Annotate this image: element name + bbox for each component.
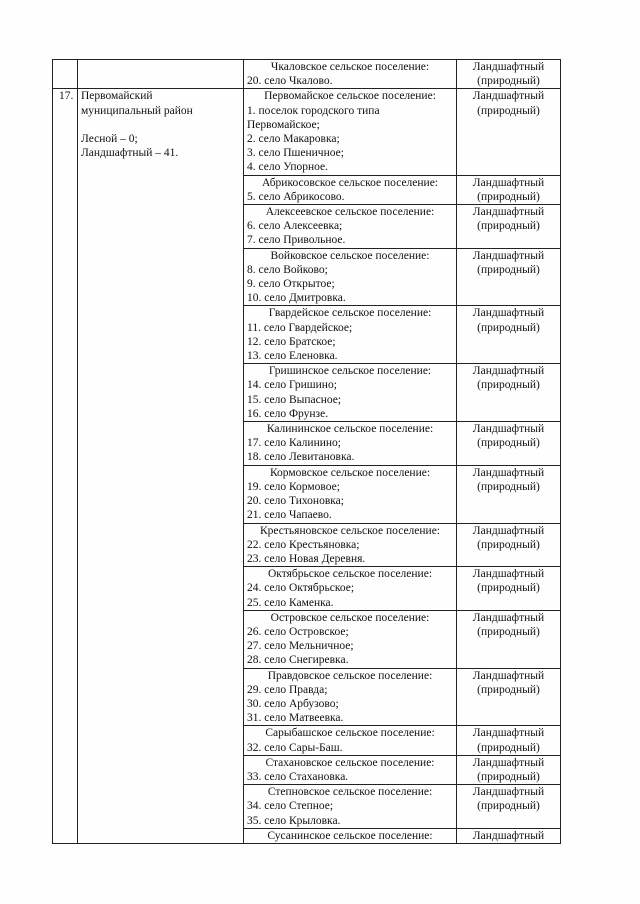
village-item: 3. село Пшеничное; [247,147,344,160]
landscape-type-cell [457,828,561,843]
landscape-type-line: (природный) [477,770,540,783]
row-number-cell: 17. [53,89,78,844]
landscape-type-line: Ландшафтный [472,61,545,73]
settlement-cell [244,567,457,611]
settlement-cell [244,523,457,567]
settlement-cell [244,248,457,306]
settlement-header: Чкаловское сельское поселение: [270,61,430,73]
landscape-type-line: Ландшафтный [472,249,545,262]
village-item: 32. село Сары-Баш. [247,741,343,754]
village-item: 13. село Еленовка. [247,350,338,363]
village-item: 9. село Открытое; [247,278,335,291]
village-item: 14. село Гришино; [247,379,337,392]
village-item: 17. село Калинино; [247,437,341,450]
settlement-cell [244,610,457,668]
settlement-header: Алексеевское сельское поселение: [265,206,435,219]
landscape-type-line: Ландшафтный [472,786,545,799]
village-item: 27. село Мельничное; [247,640,354,653]
landscape-type-line: (природный) [477,582,540,595]
landscape-type-line: (природный) [477,220,540,233]
landscape-type-cell [457,422,561,466]
settlement-header: Островское сельское поселение: [270,611,430,624]
village-item: 21. село Чапаево. [247,509,332,522]
settlement-header: Кормовское сельское поселение: [269,466,431,479]
settlement-header: Калининское сельское поселение: [266,423,434,436]
settlement-header: Октябрьское сельское поселение: [267,568,433,581]
village-item: 8. село Войково; [247,263,328,276]
district-cell [78,89,244,844]
settlement-cell [244,89,457,175]
landscape-type-cell [457,785,561,829]
settlement-cell [244,364,457,422]
village-item: 34. село Степное; [247,800,334,813]
settlement-cell [244,422,457,466]
settlement-cell [244,306,457,364]
landscape-type-line: Ландшафтный [472,756,545,769]
landscape-type-line: (природный) [477,741,540,754]
village-item: 18. село Левитановка. [247,451,355,464]
landscape-type-line: Ландшафтный [472,90,545,103]
landscape-type-cell [457,668,561,726]
village-item: 15. село Выпасное; [247,393,342,406]
village-item: 29. село Правда; [247,683,328,696]
settlements-table [52,59,561,844]
landscape-type-line: Ландшафтный [472,176,545,189]
settlement-header: Правдовское сельское поселение: [267,669,433,682]
district-cell [78,60,244,89]
village-item: 16. село Фрунзе. [247,407,329,420]
village-item: 35. село Крыловка. [247,814,341,827]
settlement-header: Степновское сельское поселение: [267,786,433,799]
settlement-cell [244,175,457,204]
landscape-type-line: Ландшафтный [472,423,545,436]
landscape-type-line: (природный) [477,190,540,203]
landscape-type-line: Ландшафтный [472,524,545,537]
village-item: 12. село Братское; [247,335,336,348]
district-line [81,118,240,132]
village-item: 6. село Алексеевка; [247,220,343,233]
landscape-type-line: (природный) [477,263,540,276]
village-item: 1. поселок городского типа [247,104,380,117]
landscape-type-line: Ландшафтный [472,568,545,581]
landscape-type-line: (природный) [477,538,540,551]
village-item: 5. село Абрикосово. [247,190,345,203]
landscape-type-line: (природный) [477,800,540,813]
landscape-type-line: (природный) [477,683,540,696]
village-item: 19. село Кормовое; [247,480,340,493]
village-item: 23. село Новая Деревня. [247,552,366,565]
village-item: 2. село Макаровка; [247,133,340,146]
landscape-type-line: Ландшафтный [472,307,545,320]
landscape-type-line: (природный) [477,104,540,117]
landscape-type-line: Ландшафтный [472,206,545,219]
district-line: Ландшафтный – 41. [81,147,179,160]
village-item: 26. село Островское; [247,625,349,638]
village-item: 33. село Стахановка. [247,770,349,783]
district-line: муниципальный район [81,104,193,117]
table-row [53,89,561,175]
landscape-type-cell [457,567,561,611]
landscape-type-cell [457,523,561,567]
village-item: Первомайское; [247,118,320,131]
village-item: 24. село Октябрьское; [247,582,355,595]
landscape-type-cell [457,465,561,523]
settlement-header: Абрикосовское сельское поселение: [261,176,438,189]
table-row [53,60,561,89]
row-number-cell [53,60,78,89]
landscape-type-line: (природный) [477,379,540,392]
landscape-type-line: Ландшафтный [472,669,545,682]
landscape-type-cell [457,755,561,784]
settlement-header: Стахановское сельское поселение: [265,756,435,769]
village-item: 30. село Арбузово; [247,697,339,710]
settlement-header: Крестьяновское сельское поселение: [259,524,441,537]
landscape-type-cell [457,364,561,422]
village-item: 31. село Матвеевка. [247,712,344,725]
landscape-type-line: (природный) [477,321,540,334]
village-item: 25. село Каменка. [247,596,334,609]
village-item: 7. село Привольное. [247,234,346,247]
village-item: 20. село Чкалово. [247,75,333,88]
landscape-type-cell [457,726,561,755]
settlement-cell [244,60,457,89]
village-item: 20. село Тихоновка; [247,495,344,508]
village-item: 10. село Дмитровка. [247,292,346,305]
settlement-header: Первомайское сельское поселение: [264,90,436,103]
settlement-header: Гришинское сельское поселение: [268,365,432,378]
district-line: Первомайский [81,90,153,103]
settlement-cell [244,755,457,784]
landscape-type-line: Ландшафтный [472,727,545,740]
landscape-type-line: Ландшафтный [472,611,545,624]
settlement-header: Войковское сельское поселение: [270,249,430,262]
landscape-type-line: Ландшафтный [472,829,545,842]
landscape-type-line: (природный) [477,75,540,88]
settlement-header: Сусанинское сельское поселение: [267,829,433,842]
settlement-cell [244,668,457,726]
landscape-type-cell [457,610,561,668]
village-item: 4. село Упорное. [247,161,329,174]
landscape-type-line: (природный) [477,480,540,493]
landscape-type-cell [457,60,561,89]
settlement-cell [244,205,457,249]
landscape-type-cell [457,89,561,175]
settlement-cell [244,465,457,523]
village-item: 22. село Крестьяновка; [247,538,360,551]
table-body [53,60,561,844]
village-item: 28. село Снегиревка. [247,654,349,667]
landscape-type-cell [457,306,561,364]
landscape-type-line: Ландшафтный [472,365,545,378]
landscape-type-cell [457,205,561,249]
landscape-type-cell [457,248,561,306]
settlement-header: Сарыбашское сельское поселение: [265,727,435,740]
settlement-header: Гвардейское сельское поселение: [268,307,432,320]
settlement-cell [244,726,457,755]
settlement-cell [244,828,457,843]
village-item: 11. село Гвардейское; [247,321,353,334]
landscape-type-line: (природный) [477,625,540,638]
settlement-cell [244,785,457,829]
landscape-type-cell [457,175,561,204]
landscape-type-line: (природный) [477,437,540,450]
landscape-type-line: Ландшафтный [472,466,545,479]
district-line: Лесной – 0; [81,133,138,146]
